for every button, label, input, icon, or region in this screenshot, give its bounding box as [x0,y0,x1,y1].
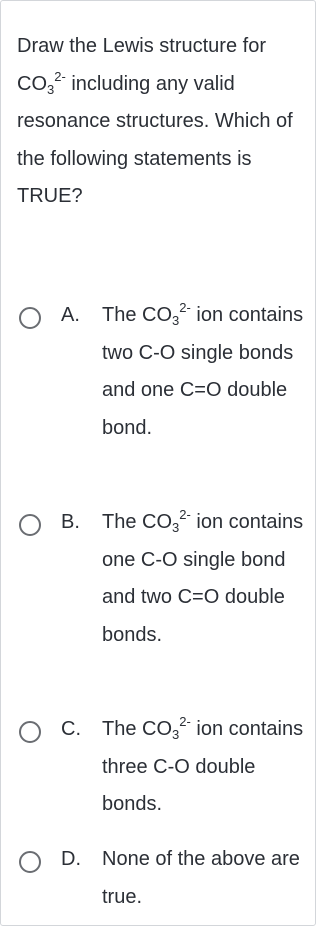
option-letter: D. [61,848,81,870]
radio-button-b[interactable] [19,514,41,536]
option-text [102,297,315,447]
question-text [17,28,307,216]
option-letter: B. [61,511,80,533]
superscript: 2- [179,714,191,729]
option-letter: A. [61,304,80,326]
radio-button-d[interactable] [19,851,41,873]
option-letter: C. [61,718,81,740]
superscript: 2- [54,68,66,84]
option-text-part: The CO [102,718,173,740]
radio-button-c[interactable] [19,721,41,743]
question-text-part: Draw the Lewis structure for CO [17,35,266,95]
subscript: 3 [172,313,180,328]
option-text [102,711,315,824]
option-text [102,504,315,654]
subscript: 3 [172,520,180,535]
option-text-part: The CO [102,511,173,533]
superscript: 2- [179,300,191,315]
option-text-part: ion contains one C-O single bond and two C=O double bonds. [102,511,304,646]
option-text-part: ion contains three C-O double bonds. [102,718,304,815]
option-text-part: The CO [102,304,173,326]
subscript: 3 [47,81,55,97]
option-text-part: ion contains two C-O single bonds and one C=O double bond. [102,304,304,439]
question-text-part: including any valid resonance structures. Which of the following statements is TRUE? [17,72,293,207]
radio-button-a[interactable] [19,307,41,329]
superscript: 2- [179,507,191,522]
subscript: 3 [172,727,180,742]
option-text: None of the above are true. [102,848,300,908]
